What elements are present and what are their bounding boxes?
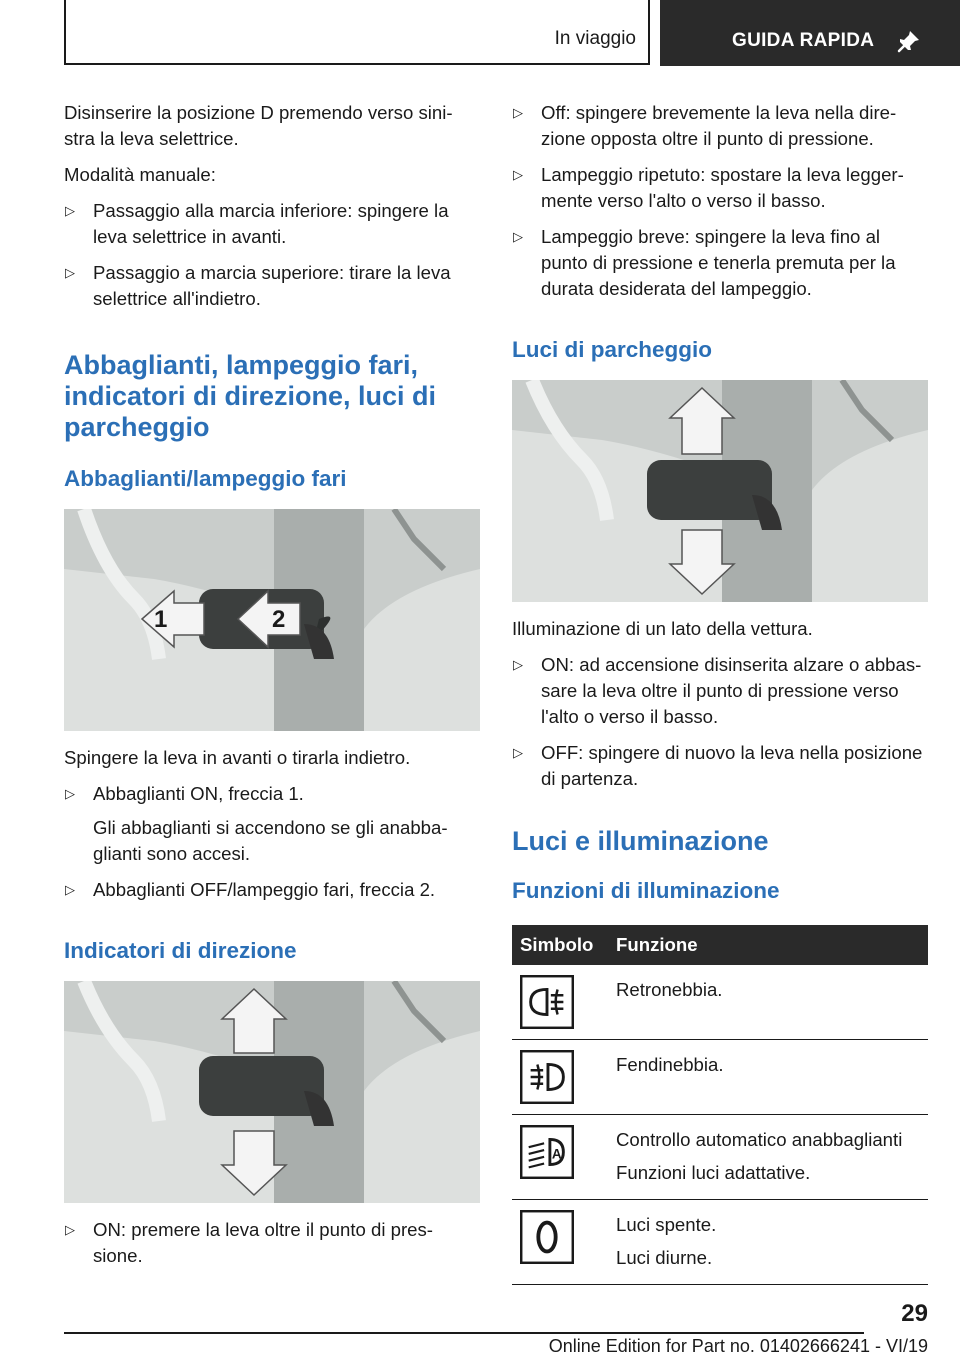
pin-icon	[896, 28, 922, 54]
triangle-bullet-icon: ▷	[513, 105, 523, 120]
function-text: Funzioni luci adattative.	[616, 1162, 811, 1183]
svg-text:A: A	[551, 1146, 562, 1162]
subsection-parking-lights: Luci di parcheggio	[512, 337, 713, 362]
list-item-text: Abbaglianti OFF/lampeggio fari, freccia 2.	[93, 879, 436, 900]
list-item-text: OFF: spingere di nuovo la leva nella posizione di partenza.	[541, 742, 923, 789]
column-header-function: Funzione	[608, 925, 928, 965]
subsection-high-beams: Abbaglianti/lampeggio fari	[64, 466, 347, 491]
page-number: 29	[901, 1300, 928, 1327]
header-section-title: In viaggio	[554, 28, 636, 49]
list-item	[64, 260, 480, 312]
list-item	[512, 100, 928, 152]
section-title-lights: Luci e illuminazione	[512, 826, 769, 856]
header-separator	[648, 0, 650, 64]
right-column	[512, 100, 928, 1285]
function-text: Retronebbia.	[616, 979, 723, 1000]
light-functions-table	[512, 925, 928, 1285]
list-item-text: ON: ad accensione disinserita alzare o abbas‐sare la leva oltre il punto di pressione verso l'alto o verso il basso.	[541, 654, 922, 727]
lights-off-icon	[520, 1210, 574, 1264]
subsection-turn-signals: Indicatori di direzione	[64, 938, 297, 963]
parking-light-lever-image	[512, 380, 928, 602]
front-fog-light-icon	[520, 1050, 574, 1104]
list-item	[64, 877, 480, 903]
list-item	[512, 162, 928, 214]
list-item-text: Abbaglianti ON, freccia 1.	[93, 783, 304, 804]
list-item-text: Lampeggio ripetuto: spostare la leva legger‐mente verso l'alto o verso il basso.	[541, 164, 904, 211]
list-item-text: Passaggio alla marcia inferiore: spingere la leva selettrice in avanti.	[93, 200, 449, 247]
paragraph-parking-one-side: Illuminazione di un lato della vettura.	[512, 618, 813, 639]
list-item	[512, 224, 928, 302]
paragraph-push-pull: Spingere la leva in avanti o tirarla indietro.	[64, 747, 411, 768]
header-bottom-rule	[64, 63, 650, 65]
table-row	[512, 1115, 928, 1200]
table-row	[512, 1200, 928, 1285]
list-item-text: ON: premere la leva oltre il punto di pres‐sione.	[93, 1219, 433, 1266]
triangle-bullet-icon: ▷	[513, 229, 523, 244]
triangle-bullet-icon: ▷	[513, 167, 523, 182]
function-text: Controllo automatico anabbaglianti	[616, 1129, 903, 1150]
table-row	[512, 965, 928, 1040]
footer-edition: Online Edition for Part no. 01402666241 - VI/19	[548, 1336, 928, 1356]
triangle-bullet-icon: ▷	[513, 745, 523, 760]
list-item-note: Gli abbaglianti si accendono se gli anabba‐glianti sono accesi.	[93, 817, 448, 864]
list-item-text: Passaggio a marcia superiore: tirare la leva selettrice all'indietro.	[93, 262, 451, 309]
triangle-bullet-icon: ▷	[65, 1222, 75, 1237]
triangle-bullet-icon: ▷	[65, 786, 75, 801]
rear-fog-light-icon	[520, 975, 574, 1029]
list-item	[512, 740, 928, 792]
table-header-row	[512, 925, 928, 965]
paragraph-manual-mode: Modalità manuale:	[64, 164, 216, 185]
header-tab-label: GUIDA RAPIDA	[732, 30, 875, 51]
column-header-symbol: Simbolo	[512, 925, 608, 965]
list-item	[512, 652, 928, 730]
auto-low-beam-icon	[520, 1125, 574, 1179]
list-item	[64, 1217, 480, 1269]
subsection-light-functions: Funzioni di illuminazione	[512, 878, 780, 903]
image-label-2: 2	[272, 606, 286, 633]
high-beam-lever-image	[64, 509, 480, 731]
paragraph-disengage-d: Disinserire la posizione D premendo verso sini‐stra la leva selettrice.	[64, 102, 453, 149]
list-item	[64, 781, 480, 867]
list-item	[64, 198, 480, 250]
triangle-bullet-icon: ▷	[65, 203, 75, 218]
section-title-beams: Abbaglianti, lampeggio fari, indicatori di direzione, luci di parcheggio	[64, 350, 437, 442]
function-text: Luci diurne.	[616, 1247, 713, 1268]
triangle-bullet-icon: ▷	[65, 882, 75, 897]
function-text: Fendinebbia.	[616, 1054, 724, 1075]
triangle-bullet-icon: ▷	[65, 265, 75, 280]
header-left-rule	[64, 0, 66, 64]
image-label-1: 1	[154, 606, 168, 633]
list-item-text: Off: spingere brevemente la leva nella dire‐zione opposta oltre il punto di pressione.	[541, 102, 897, 149]
function-text: Luci spente.	[616, 1214, 717, 1235]
triangle-bullet-icon: ▷	[513, 657, 523, 672]
turn-signal-lever-image	[64, 981, 480, 1203]
footer-rule	[64, 1332, 864, 1334]
table-row	[512, 1040, 928, 1115]
header-quick-guide-tab[interactable]	[660, 0, 960, 66]
left-column	[64, 100, 480, 1269]
list-item-text: Lampeggio breve: spingere la leva fino al punto di pressione e tenerla premuta per la durata desiderata del lampeggio.	[541, 226, 896, 299]
